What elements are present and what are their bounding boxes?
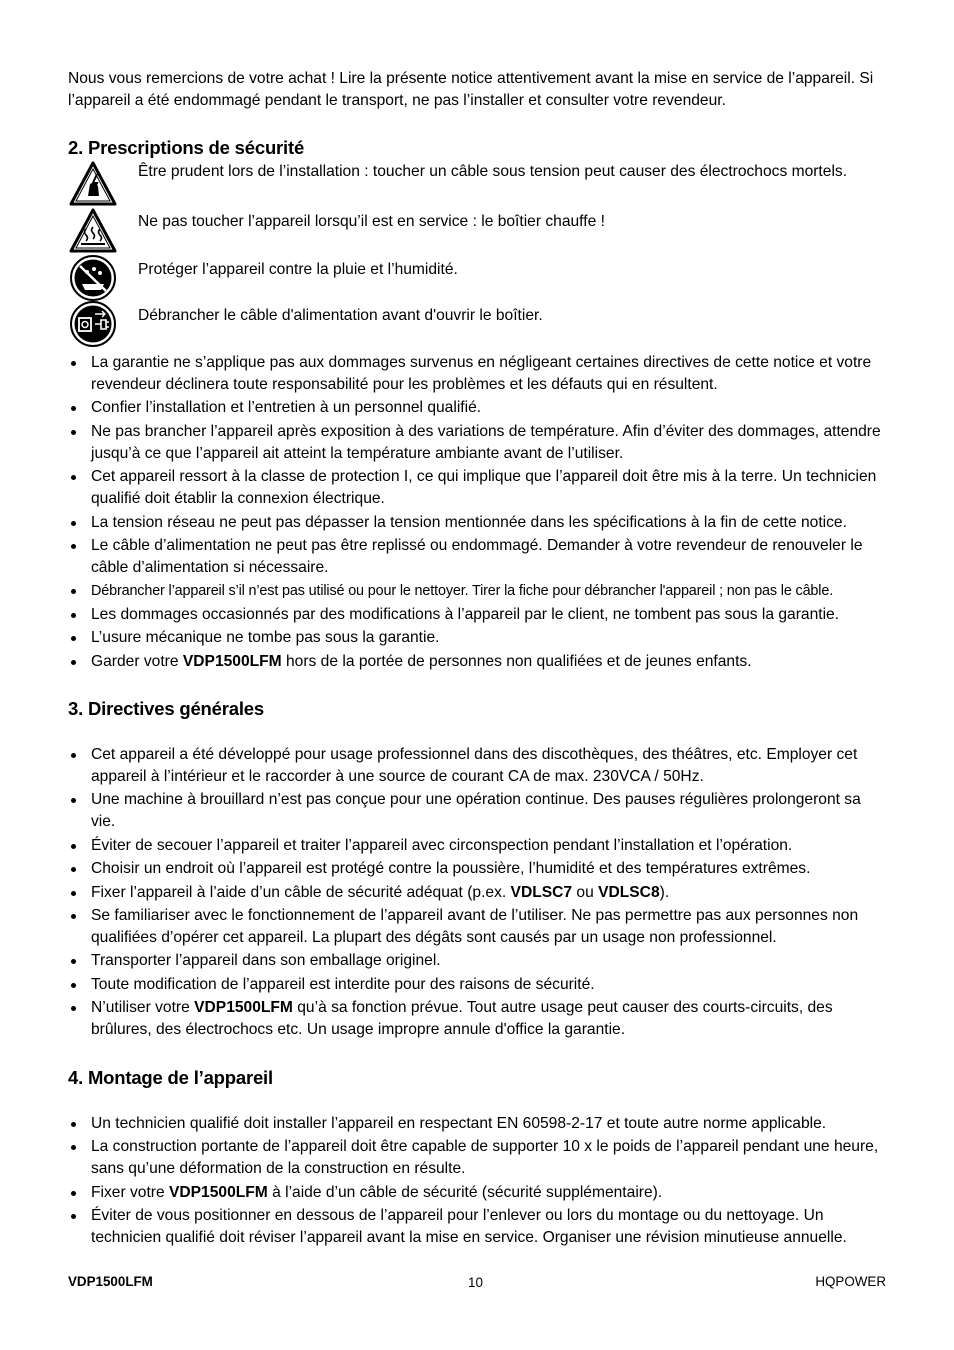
warning-text: Ne pas toucher l’appareil lorsqu’il est en service : le boîtier chauffe ! [138, 213, 605, 230]
electric-shock-warning-icon [68, 160, 118, 208]
list-item: Une machine à brouillard n’est pas conçue pour une opération continue. Des pauses régulières prolongeront sa vie. [68, 789, 888, 833]
list-item: Garder votre VDP1500LFM hors de la portée de personnes non qualifiées et de jeunes enfants. [68, 651, 888, 673]
footer-model: VDP1500LFM [68, 1274, 153, 1289]
section-2-heading: 2. Prescriptions de sécurité [68, 137, 305, 158]
list-item: L’usure mécanique ne tombe pas sous la garantie. [68, 627, 888, 649]
section-4-list [68, 1113, 888, 1251]
list-item: N’utiliser votre VDP1500LFM qu’à sa fonction prévue. Tout autre usage peut causer des courts-circuits, des brûlures, des électrochocs etc. Un usage impropre annule d'office la garantie. [68, 997, 888, 1041]
list-item: Fixer l’appareil à l’aide d’un câble de sécurité adéquat (p.ex. VDLSC7 ou VDLSC8). [68, 882, 888, 904]
section-3-heading: 3. Directives générales [68, 698, 264, 719]
warning-text: Être prudent lors de l’installation : toucher un câble sous tension peut causer des électrochocs mortels. [138, 163, 848, 180]
list-item: Confier l’installation et l’entretien à un personnel qualifié. [68, 397, 888, 419]
page-number: 10 [468, 1275, 483, 1290]
list-item: Choisir un endroit où l’appareil est protégé contre la poussière, l’humidité et des températures extrêmes. [68, 858, 888, 880]
list-item: La garantie ne s’applique pas aux dommages survenus en négligeant certaines directives de cette notice et votre revendeur déclinera toute responsabilité pour les problèmes et les défauts qui en résultent. [68, 352, 888, 396]
list-item: Toute modification de l’appareil est interdite pour des raisons de sécurité. [68, 974, 888, 996]
warning-hot-surface [68, 207, 888, 255]
section-4-heading: 4. Montage de l’appareil [68, 1067, 273, 1088]
list-item: Ne pas brancher l’appareil après exposition à des variations de température. Afin d’éviter des dommages, attendre jusqu’à ce que l’appareil ait atteint la température ambiante avant de l’utiliser. [68, 421, 888, 465]
list-item: Cet appareil ressort à la classe de protection I, ce qui implique que l’appareil doit être mis à la terre. Un technicien qualifié doit établir la connexion électrique. [68, 466, 888, 510]
protect-from-rain-icon [68, 254, 118, 302]
list-item: Éviter de vous positionner en dessous de l’appareil pour l’enlever ou lors du montage ou du nettoyage. Un technicien qualifié doit réviser l’appareil avant la mise en service. Organiser une révision minutieuse annuelle. [68, 1205, 888, 1249]
warning-unplug [68, 300, 888, 348]
list-item: Se familiariser avec le fonctionnement de l’appareil avant de l’utiliser. Ne pas permettre pas aux personnes non qualifiées d’opérer cet appareil. La plupart des dégâts sont causés par un usage non professionnel. [68, 905, 888, 949]
unplug-power-icon [68, 300, 118, 348]
list-item: La construction portante de l’appareil doit être capable de supporter 10 x le poids de l’appareil pendant une heure, sans qu’une déformation de la construction en résulte. [68, 1136, 888, 1180]
list-item: Les dommages occasionnés par des modifications à l’appareil par le client, ne tombent pas sous la garantie. [68, 604, 888, 626]
footer-brand: HQPOWER [815, 1274, 886, 1289]
list-item: Débrancher l’appareil s’il n’est pas utilisé ou pour le nettoyer. Tirer la fiche pour débrancher l'appareil ; non pas le câble. [68, 580, 888, 602]
intro-paragraph: Nous vous remercions de votre achat ! Lire la présente notice attentivement avant la mise en service de l’appareil. Si l’appareil a été endommagé pendant le transport, ne pas l’installer et consulter votre revendeur. [68, 70, 874, 109]
list-item: Un technicien qualifié doit installer l’appareil en respectant EN 60598-2-17 et toute autre norme applicable. [68, 1113, 888, 1135]
hot-surface-warning-icon [68, 207, 118, 255]
list-item: Le câble d’alimentation ne peut pas être replissé ou endommagé. Demander à votre revendeur de renouveler le câble d’alimentation si nécessaire. [68, 535, 888, 579]
warning-electric-shock [68, 160, 888, 208]
list-item: Transporter l’appareil dans son emballage originel. [68, 950, 888, 972]
section-2-list [68, 352, 888, 674]
warning-text: Débrancher le câble d'alimentation avant d'ouvrir le boîtier. [138, 307, 543, 324]
warning-text: Protéger l’appareil contre la pluie et l’humidité. [138, 261, 458, 278]
list-item: Fixer votre VDP1500LFM à l’aide d’un câble de sécurité (sécurité supplémentaire). [68, 1182, 888, 1204]
section-3-list [68, 744, 888, 1043]
list-item: La tension réseau ne peut pas dépasser la tension mentionnée dans les spécifications à la fin de cette notice. [68, 512, 888, 534]
list-item: Cet appareil a été développé pour usage professionnel dans des discothèques, des théâtres, etc. Employer cet appareil à l’intérieur et le raccorder à une source de courant CA de max. 230VCA / 50Hz. [68, 744, 888, 788]
warning-rain [68, 254, 888, 302]
page-footer [68, 1274, 886, 1292]
list-item: Éviter de secouer l’appareil et traiter l’appareil avec circonspection pendant l’installation et l’opération. [68, 835, 888, 857]
